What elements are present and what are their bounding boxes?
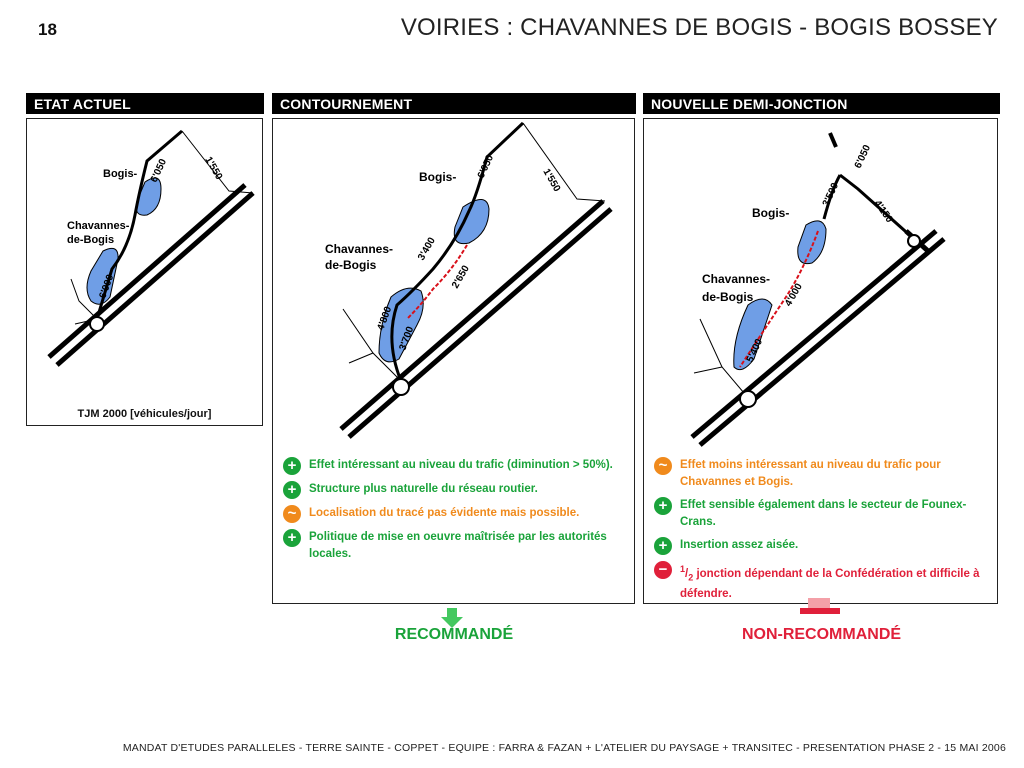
- footer: MANDAT D'ETUDES PARALLELES - TERRE SAINTE - COPPET - EQUIPE : FARRA & FAZAN + L'ATELIER DU PAYSAGE + TRANSITEC - PRESENTATION PHASE 2 - 15 MAI 2006: [122, 742, 1006, 754]
- branch-road: [182, 131, 253, 193]
- map-frame: [26, 118, 263, 426]
- panel-demi-jonction: [643, 93, 1000, 608]
- evaluation-list: [283, 457, 626, 569]
- minus-icon: −: [654, 561, 672, 579]
- fraction: $^1/_2$: [680, 564, 694, 583]
- fraction-numerator: 1: [680, 564, 686, 574]
- down-arrow-icon: [440, 608, 464, 628]
- plus-icon: +: [283, 529, 301, 547]
- evaluation-label: Politique de mise en oeuvre maîtrisée par les autorités locales.: [309, 531, 607, 560]
- evaluation-item: [654, 561, 989, 603]
- evaluation-list: [654, 457, 989, 609]
- evaluation-label: Effet intéressant au niveau du trafic (diminution > 50%).: [309, 459, 613, 471]
- traffic-value: 3'500: [820, 181, 842, 209]
- roundabout: [393, 379, 409, 395]
- local-road-b: [349, 353, 373, 363]
- evaluation-label: jonction dépendant de la Confédération et difficile à défendre.: [680, 567, 980, 601]
- bogis-label: Bogis-: [103, 168, 138, 180]
- traffic-value: 6'000: [97, 273, 117, 301]
- map-frame: [272, 118, 635, 604]
- chavannes-label: Chavannes-: [325, 242, 394, 256]
- chavannes-label-2: de-Bogis: [67, 234, 115, 246]
- evaluation-text: [309, 505, 579, 522]
- motorway-lane-b: [57, 193, 253, 365]
- tilde-icon: ~: [283, 505, 301, 523]
- traffic-value: 3'400: [416, 235, 438, 263]
- evaluation-label: Localisation du tracé pas évidente mais possible.: [309, 507, 580, 519]
- contournement-map: [273, 119, 634, 449]
- bogis-zone: [798, 221, 826, 264]
- evaluation-label: Effet moins intéressant au niveau du trafic pour Chavannes et Bogis.: [680, 459, 941, 488]
- plus-icon: +: [654, 497, 672, 515]
- verdict-not-recommended: NON-RECOMMANDÉ: [741, 626, 902, 643]
- legend-caption: TJM 2000 [véhicules/jour]: [77, 408, 212, 420]
- traffic-value: 6'050: [148, 157, 170, 185]
- roundabout: [740, 391, 756, 407]
- traffic-value: 2'650: [450, 263, 472, 291]
- evaluation-item: [283, 505, 626, 523]
- down-arrow-shape: [441, 608, 463, 628]
- verdict-recommended: RECOMMANDÉ: [394, 626, 514, 643]
- evaluation-item: [283, 457, 626, 475]
- evaluation-text: [309, 481, 538, 498]
- evaluation-label: Effet sensible également dans le secteur de Founex-Crans.: [680, 499, 967, 528]
- traffic-value: 4'800: [375, 305, 395, 333]
- evaluation-item: [283, 481, 626, 499]
- evaluation-item: [654, 497, 989, 531]
- evaluation-label: Insertion assez aisée.: [680, 539, 799, 551]
- chavannes-label-2: de-Bogis: [325, 258, 377, 272]
- map-frame: [643, 118, 998, 604]
- junction-node: [908, 235, 920, 247]
- branch-road: [523, 123, 605, 201]
- traffic-value: 3'700: [397, 325, 417, 353]
- traffic-value: 1'550: [202, 155, 225, 182]
- plus-icon: +: [654, 537, 672, 555]
- plus-icon: +: [283, 481, 301, 499]
- evaluation-item: [654, 537, 989, 555]
- tilde-icon: ~: [654, 457, 672, 475]
- panel-heading: ETAT ACTUEL: [26, 93, 264, 114]
- evaluation-text: [680, 537, 798, 554]
- etat-actuel-map: [27, 119, 262, 425]
- bogis-label: Bogis-: [419, 170, 457, 184]
- no-entry-bar: [800, 608, 840, 614]
- chavannes-label-2: de-Bogis: [702, 290, 754, 304]
- traffic-value: 1'550: [540, 167, 563, 194]
- fraction-denominator: 2: [688, 572, 694, 583]
- chavannes-label: Chavannes-: [702, 272, 771, 286]
- panel-etat-actuel: [26, 93, 264, 428]
- panel-heading: NOUVELLE DEMI-JONCTION: [643, 93, 1000, 114]
- no-entry-cap: [808, 598, 830, 608]
- plus-icon: +: [283, 457, 301, 475]
- traffic-value: 6'050: [475, 153, 497, 181]
- no-entry-bar-icon: [800, 598, 840, 618]
- traffic-value: 4'150: [871, 198, 895, 225]
- bogis-label: Bogis-: [752, 206, 790, 220]
- evaluation-text: [680, 561, 989, 603]
- traffic-value: 5'400: [744, 337, 766, 365]
- evaluation-item: [283, 529, 626, 563]
- panel-contournement: [272, 93, 636, 608]
- page-title: VOIRIES : CHAVANNES DE BOGIS - BOGIS BOSSEY: [400, 14, 998, 41]
- evaluation-text: [309, 529, 626, 563]
- evaluation-text: [680, 497, 989, 531]
- evaluation-label: Structure plus naturelle du réseau routier.: [309, 483, 538, 495]
- demi-jonction-map: [644, 119, 997, 449]
- local-road-b: [694, 367, 722, 373]
- traffic-value: 4'000: [783, 281, 805, 309]
- roundabout: [90, 317, 104, 331]
- page-number: 18: [38, 20, 57, 39]
- traffic-value: 6'050: [852, 143, 874, 171]
- evaluation-text: [309, 457, 613, 474]
- chavannes-label: Chavannes-: [67, 220, 130, 232]
- panel-heading: CONTOURNEMENT: [272, 93, 636, 114]
- main-road: [830, 133, 836, 147]
- evaluation-text: [680, 457, 989, 491]
- evaluation-item: [654, 457, 989, 491]
